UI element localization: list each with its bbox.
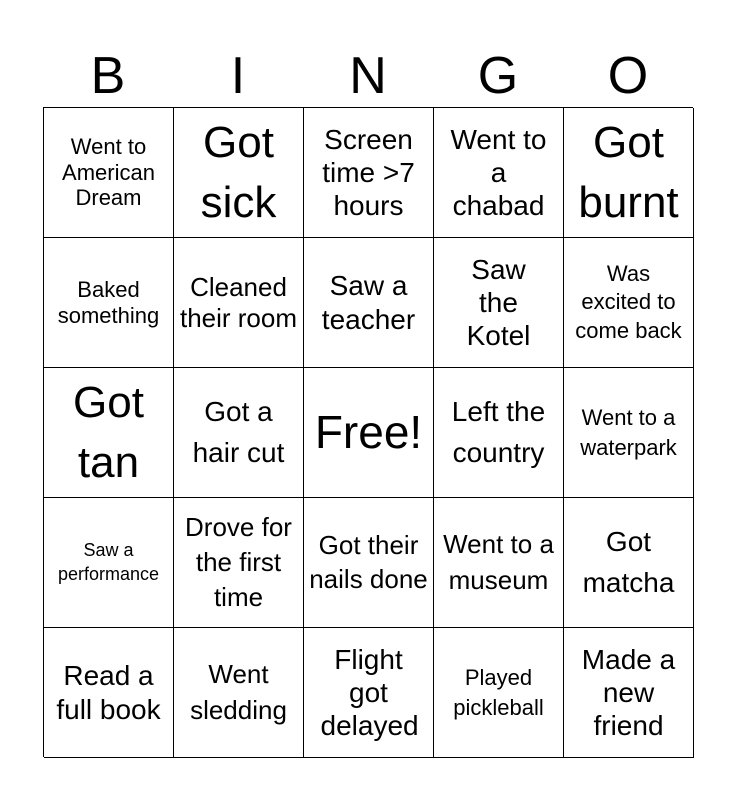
bingo-cell[interactable] [304, 498, 434, 628]
cell-text: Got tan [73, 378, 144, 487]
header-letter-i: I [230, 47, 246, 105]
bingo-cell[interactable] [304, 628, 434, 758]
header-letter-o: O [607, 47, 649, 105]
bingo-cell[interactable] [44, 238, 174, 368]
bingo-cell[interactable] [44, 108, 174, 238]
cell-text: Saw the Kotel [466, 253, 531, 352]
bingo-cell[interactable] [564, 238, 694, 368]
cell-text: Saw a performance [57, 540, 160, 584]
bingo-cell[interactable] [304, 368, 434, 498]
cell-text: Was excited to come back [575, 260, 682, 343]
bingo-cell[interactable] [44, 628, 174, 758]
bingo-cell[interactable] [564, 368, 694, 498]
cell-text: Drove for the first time [185, 511, 292, 613]
bingo-cell[interactable] [434, 108, 564, 238]
bingo-cell[interactable] [564, 498, 694, 628]
cell-text: Went to a waterpark [580, 404, 677, 460]
cell-text: Went sledding [190, 659, 287, 725]
cell-text: Left the country [451, 395, 546, 468]
bingo-cell[interactable] [434, 628, 564, 758]
bingo-cell[interactable] [174, 108, 304, 238]
bingo-cell[interactable] [434, 498, 564, 628]
cell-text: Got sick [200, 118, 277, 227]
header-letter-g: G [477, 47, 519, 105]
cell-text: Went to a museum [443, 529, 554, 595]
cell-text: Got a hair cut [192, 395, 285, 468]
bingo-cell[interactable] [434, 238, 564, 368]
bingo-cell[interactable] [174, 368, 304, 498]
bingo-cell[interactable] [564, 108, 694, 238]
cell-text: Got matcha [582, 525, 675, 598]
bingo-cell[interactable] [304, 108, 434, 238]
bingo-board [43, 107, 693, 757]
bingo-cell[interactable] [564, 628, 694, 758]
header-letter-n: N [349, 47, 387, 105]
bingo-cell[interactable] [174, 238, 304, 368]
cell-text: Baked something [57, 276, 160, 328]
bingo-cell[interactable] [304, 238, 434, 368]
cell-text: Read a full book [56, 660, 161, 725]
cell-text: Cleaned their room [179, 271, 298, 333]
cell-text: Screen time >7 hours [322, 123, 415, 222]
bingo-cell[interactable] [174, 628, 304, 758]
bingo-header [43, 44, 693, 108]
bingo-cell[interactable] [174, 498, 304, 628]
cell-text: Got burnt [578, 118, 679, 227]
cell-text: Flight got delayed [320, 643, 419, 742]
cell-text: Got their nails done [309, 529, 428, 594]
cell-text: Made a new friend [581, 643, 676, 742]
cell-text: Saw a teacher [321, 270, 416, 335]
cell-text-free: Free! [314, 406, 423, 459]
bingo-cell[interactable] [44, 498, 174, 628]
header-letter-b: B [90, 47, 126, 105]
bingo-cell[interactable] [434, 368, 564, 498]
cell-text: Went to American Dream [62, 133, 155, 211]
cell-text: Went to a chabad [450, 123, 547, 222]
cell-text: Played pickleball [453, 664, 544, 720]
bingo-cell[interactable] [44, 368, 174, 498]
